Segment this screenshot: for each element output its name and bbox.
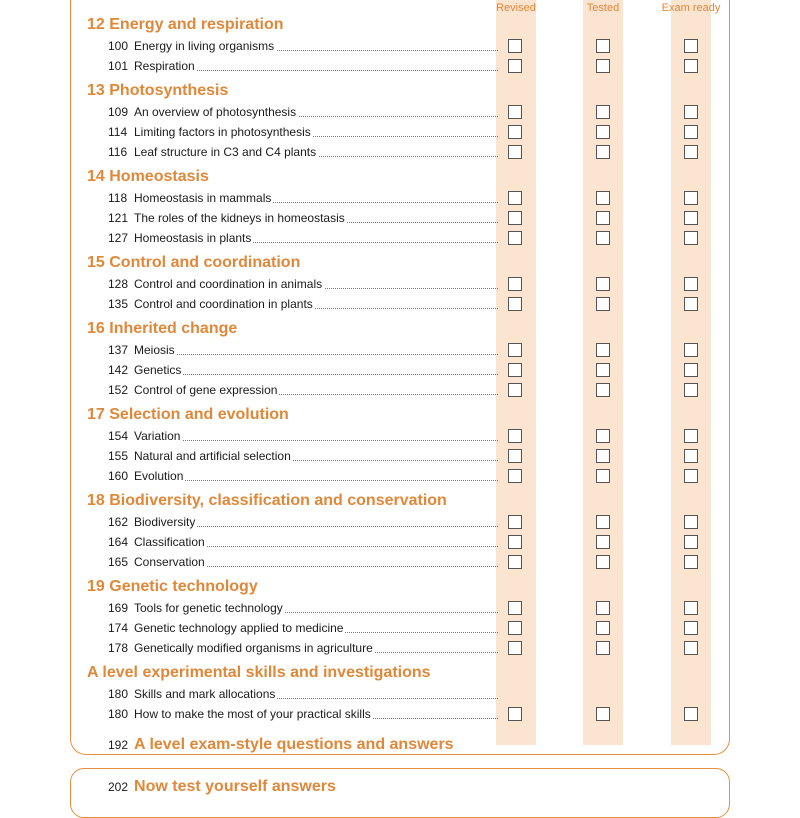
item-label: Leaf structure in C3 and C4 plants (134, 145, 317, 159)
revised-header: Revised (496, 2, 536, 14)
exam-ready-checkbox[interactable] (684, 231, 698, 245)
section-title: 18 Biodiversity, classification and conservation (87, 492, 447, 509)
final-entry[interactable] (108, 736, 454, 754)
item-text (108, 383, 279, 397)
item-label: Control and coordination in plants (134, 297, 313, 311)
contents-item[interactable] (108, 428, 498, 444)
tested-checkbox[interactable] (596, 621, 610, 635)
contents-item[interactable] (108, 296, 498, 312)
tested-checkbox[interactable] (596, 231, 610, 245)
contents-item[interactable] (108, 124, 498, 140)
bottom-entry[interactable] (108, 778, 336, 796)
tested-checkbox[interactable] (596, 707, 610, 721)
tested-checkbox[interactable] (596, 601, 610, 615)
revised-checkbox[interactable] (508, 191, 522, 205)
item-label: Control and coordination in animals (134, 277, 323, 291)
item-page: 155 (108, 449, 129, 463)
section-title: 17 Selection and evolution (87, 406, 289, 423)
final-entry-page: 192 (108, 738, 129, 752)
exam-ready-checkbox[interactable] (684, 641, 698, 655)
item-page: 178 (108, 641, 129, 655)
tested-checkbox[interactable] (596, 125, 610, 139)
revised-checkbox[interactable] (508, 535, 522, 549)
exam-ready-checkbox[interactable] (684, 343, 698, 357)
item-label: How to make the most of your practical skills (134, 707, 371, 721)
revised-checkbox[interactable] (508, 429, 522, 443)
item-page: 137 (108, 343, 129, 357)
contents-item[interactable] (108, 362, 498, 378)
item-label: Respiration (134, 59, 195, 73)
section-title: 13 Photosynthesis (87, 82, 229, 99)
contents-item[interactable] (108, 534, 498, 550)
exam-ready-checkbox[interactable] (684, 535, 698, 549)
item-label: Biodiversity (134, 515, 196, 529)
tested-checkbox[interactable] (596, 343, 610, 357)
contents-item[interactable] (108, 230, 498, 246)
item-text (108, 145, 318, 159)
exam-ready-checkbox[interactable] (684, 145, 698, 159)
item-page: 160 (108, 469, 129, 483)
exam-ready-checkbox[interactable] (684, 297, 698, 311)
exam-ready-checkbox[interactable] (684, 363, 698, 377)
revised-checkbox[interactable] (508, 145, 522, 159)
item-label: Homeostasis in mammals (134, 191, 272, 205)
item-page: 109 (108, 105, 129, 119)
contents-item[interactable] (108, 382, 498, 398)
tested-checkbox[interactable] (596, 39, 610, 53)
tested-checkbox[interactable] (596, 515, 610, 529)
item-text (108, 687, 277, 701)
tested-checkbox[interactable] (596, 429, 610, 443)
revised-checkbox[interactable] (508, 343, 522, 357)
contents-item[interactable] (108, 686, 498, 702)
exam-ready-checkbox[interactable] (684, 191, 698, 205)
item-label: Energy in living organisms (134, 39, 275, 53)
exam-ready-checkbox[interactable] (684, 39, 698, 53)
item-label: Evolution (134, 469, 184, 483)
exam-ready-checkbox[interactable] (684, 125, 698, 139)
revised-checkbox[interactable] (508, 469, 522, 483)
item-text (108, 105, 298, 119)
tested-checkbox[interactable] (596, 363, 610, 377)
tested-checkbox[interactable] (596, 297, 610, 311)
item-label: The roles of the kidneys in homeostasis (134, 211, 345, 225)
item-page: 174 (108, 621, 129, 635)
tested-checkbox[interactable] (596, 555, 610, 569)
final-entry-title: A level exam-style questions and answers (134, 736, 454, 753)
exam-ready-header: Exam ready (661, 2, 721, 14)
item-page: 100 (108, 39, 129, 53)
item-page: 128 (108, 277, 129, 291)
exam-ready-checkbox[interactable] (684, 105, 698, 119)
item-page: 127 (108, 231, 129, 245)
item-page: 114 (108, 125, 128, 139)
item-text (108, 363, 183, 377)
tested-checkbox[interactable] (596, 641, 610, 655)
contents-item[interactable] (108, 514, 498, 530)
item-label: Control of gene expression (134, 383, 278, 397)
revised-checkbox[interactable] (508, 601, 522, 615)
revised-checkbox[interactable] (508, 707, 522, 721)
tested-checkbox[interactable] (596, 449, 610, 463)
item-page: 169 (108, 601, 129, 615)
revised-checkbox[interactable] (508, 449, 522, 463)
exam-ready-checkbox[interactable] (684, 211, 698, 225)
item-text (108, 343, 177, 357)
item-text (108, 707, 373, 721)
revised-checkbox[interactable] (508, 515, 522, 529)
section-title: 19 Genetic technology (87, 578, 258, 595)
item-text (108, 39, 276, 53)
item-label: Limiting factors in photosynthesis (134, 125, 311, 139)
item-text (108, 555, 207, 569)
tested-checkbox[interactable] (596, 383, 610, 397)
item-text (108, 515, 197, 529)
item-label: Natural and artificial selection (134, 449, 291, 463)
item-label: Homeostasis in plants (134, 231, 252, 245)
bottom-entry-title: Now test yourself answers (134, 778, 336, 795)
item-label: Conservation (134, 555, 205, 569)
exam-ready-checkbox[interactable] (684, 601, 698, 615)
exam-ready-checkbox[interactable] (684, 449, 698, 463)
revised-checkbox[interactable] (508, 277, 522, 291)
item-label: Meiosis (134, 343, 175, 357)
revised-checkbox[interactable] (508, 621, 522, 635)
section-title: 14 Homeostasis (87, 168, 209, 185)
item-text (108, 535, 207, 549)
tested-checkbox[interactable] (596, 211, 610, 225)
contents-item[interactable] (108, 276, 498, 292)
item-text (108, 429, 182, 443)
item-text (108, 59, 197, 73)
item-text (108, 125, 313, 139)
exam-ready-checkbox[interactable] (684, 429, 698, 443)
item-text (108, 211, 347, 225)
item-page: 118 (108, 191, 128, 205)
contents-item[interactable] (108, 144, 498, 160)
contents-item[interactable] (108, 104, 498, 120)
item-page: 165 (108, 555, 129, 569)
item-text (108, 231, 253, 245)
item-page: 135 (108, 297, 129, 311)
item-label: Genetically modified organisms in agriculture (134, 641, 373, 655)
item-text (108, 449, 293, 463)
revised-checkbox[interactable] (508, 641, 522, 655)
contents-item[interactable] (108, 58, 498, 74)
item-label: Skills and mark allocations (134, 687, 276, 701)
item-page: 152 (108, 383, 129, 397)
tested-checkbox[interactable] (596, 145, 610, 159)
contents-item[interactable] (108, 600, 498, 616)
item-page: 154 (108, 429, 129, 443)
tested-checkbox[interactable] (596, 191, 610, 205)
item-page: 142 (108, 363, 129, 377)
tested-checkbox[interactable] (596, 59, 610, 73)
contents-item[interactable] (108, 210, 498, 226)
revised-checkbox[interactable] (508, 363, 522, 377)
contents-item[interactable] (108, 706, 498, 722)
item-label: An overview of photosynthesis (134, 105, 297, 119)
section-title: 16 Inherited change (87, 320, 238, 337)
exam-ready-checkbox[interactable] (684, 515, 698, 529)
exam-ready-checkbox[interactable] (684, 277, 698, 291)
contents-item[interactable] (108, 190, 498, 206)
contents-item[interactable] (108, 620, 498, 636)
contents-item[interactable] (108, 640, 498, 656)
revised-checkbox[interactable] (508, 105, 522, 119)
revised-checkbox[interactable] (508, 39, 522, 53)
tested-checkbox[interactable] (596, 277, 610, 291)
item-label: Tools for genetic technology (134, 601, 283, 615)
tested-checkbox[interactable] (596, 469, 610, 483)
item-page: 162 (108, 515, 129, 529)
exam-ready-checkbox[interactable] (684, 707, 698, 721)
item-text (108, 621, 345, 635)
revised-checkbox[interactable] (508, 297, 522, 311)
revised-checkbox[interactable] (508, 383, 522, 397)
item-text (108, 277, 324, 291)
item-label: Genetic technology applied to medicine (134, 621, 344, 635)
section-title: 15 Control and coordination (87, 254, 301, 271)
bottom-entry-page: 202 (108, 780, 129, 794)
item-page: 116 (108, 145, 128, 159)
contents-item[interactable] (108, 468, 498, 484)
item-label: Variation (134, 429, 181, 443)
tested-checkbox[interactable] (596, 535, 610, 549)
item-text (108, 191, 273, 205)
tested-checkbox[interactable] (596, 105, 610, 119)
exam-ready-checkbox[interactable] (684, 469, 698, 483)
exam-ready-checkbox[interactable] (684, 621, 698, 635)
revised-checkbox[interactable] (508, 211, 522, 225)
contents-item[interactable] (108, 448, 498, 464)
revised-checkbox[interactable] (508, 125, 522, 139)
contents-item[interactable] (108, 342, 498, 358)
item-label: Classification (134, 535, 205, 549)
item-page: 121 (108, 211, 129, 225)
item-text (108, 297, 315, 311)
item-label: Genetics (134, 363, 182, 377)
contents-item[interactable] (108, 554, 498, 570)
revised-checkbox[interactable] (508, 59, 522, 73)
revised-checkbox[interactable] (508, 231, 522, 245)
exam-ready-checkbox[interactable] (684, 383, 698, 397)
item-page: 164 (108, 535, 129, 549)
section-title: 12 Energy and respiration (87, 16, 284, 33)
contents-item[interactable] (108, 38, 498, 54)
item-text (108, 641, 375, 655)
exam-ready-checkbox[interactable] (684, 59, 698, 73)
item-text (108, 469, 185, 483)
exam-ready-checkbox[interactable] (684, 555, 698, 569)
section-title: A level experimental skills and investigations (87, 664, 431, 681)
tested-header: Tested (586, 2, 620, 14)
revised-checkbox[interactable] (508, 555, 522, 569)
item-page: 101 (108, 59, 129, 73)
item-page: 180 (108, 707, 129, 721)
item-text (108, 601, 285, 615)
item-page: 180 (108, 687, 129, 701)
